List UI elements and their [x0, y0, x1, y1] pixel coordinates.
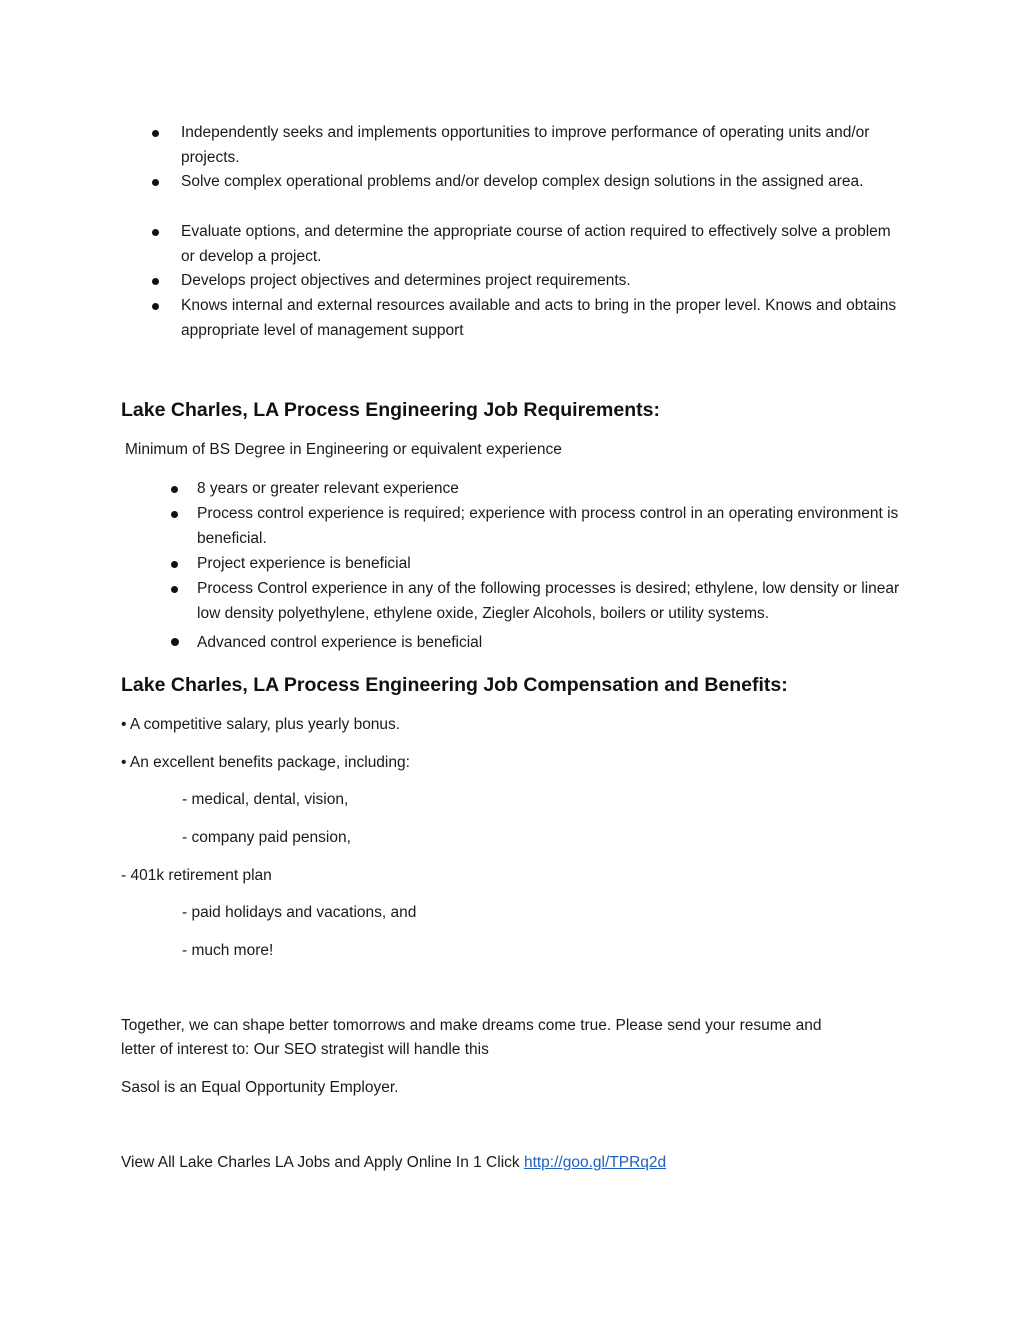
- bullet-icon: [171, 586, 178, 593]
- list-item: [0, 552, 1024, 577]
- list-item-text: Advanced control experience is beneficial: [197, 634, 483, 651]
- apply-link[interactable]: http://goo.gl/TPRq2d: [523, 1154, 667, 1171]
- benefit-item: - 401k retirement plan: [121, 867, 272, 884]
- list-item: [0, 502, 1024, 552]
- compensation-line: • A competitive salary, plus yearly bonus.: [121, 716, 401, 733]
- list-item: [0, 170, 1024, 220]
- list-item-text: Project experience is beneficial: [197, 555, 411, 572]
- compensation-line: • An excellent benefits package, including:: [121, 754, 410, 771]
- list-item: [0, 577, 1024, 627]
- list-item-text: Process Control experience in any of the following processes is desired; ethylene, low density or linear low density polyethylene, ethylene oxide, Ziegler Alcohols, boilers or utility systems.: [197, 580, 900, 622]
- list-item-text: 8 years or greater relevant experience: [197, 480, 459, 497]
- bullet-icon: [152, 179, 159, 186]
- list-item-text: Evaluate options, and determine the appropriate course of action required to effectively solve a problem or develop a project.: [181, 223, 891, 265]
- list-item: [0, 220, 1024, 270]
- list-item: [0, 121, 1024, 171]
- bullet-icon: [171, 638, 179, 646]
- list-item-text: Independently seeks and implements opportunities to improve performance of operating units and/or projects.: [181, 124, 870, 166]
- list-item-text: Knows internal and external resources available and acts to bring in the proper level. Knows and obtains appropriate level of management support: [181, 297, 897, 339]
- closing-paragraph-line: Together, we can shape better tomorrows and make dreams come true. Please send your resume and: [121, 1017, 822, 1034]
- list-item-text: Process control experience is required; experience with process control in an operating environment is beneficial.: [197, 505, 899, 547]
- closing-paragraph-line: letter of interest to: Our SEO strategist will handle this: [121, 1041, 489, 1058]
- bullet-icon: [171, 511, 178, 518]
- benefit-item: - medical, dental, vision,: [182, 791, 349, 808]
- compensation-heading: Lake Charles, LA Process Engineering Job Compensation and Benefits:: [121, 674, 788, 696]
- requirements-heading: Lake Charles, LA Process Engineering Job Requirements:: [121, 399, 660, 421]
- list-item: [0, 269, 1024, 294]
- benefit-item: - paid holidays and vacations, and: [182, 904, 417, 921]
- list-item: [0, 477, 1024, 502]
- benefit-item: - company paid pension,: [182, 829, 351, 846]
- list-item-text: Solve complex operational problems and/or develop complex design solutions in the assigned area.: [181, 173, 864, 190]
- list-item: [0, 631, 1024, 656]
- view-all-text: View All Lake Charles LA Jobs and Apply Online In 1 Click: [121, 1154, 524, 1171]
- bullet-icon: [152, 278, 159, 285]
- eeo-statement: Sasol is an Equal Opportunity Employer.: [121, 1079, 399, 1096]
- list-item: [0, 294, 1024, 344]
- list-item-text: Develops project objectives and determines project requirements.: [181, 272, 631, 289]
- bullet-icon: [152, 303, 159, 310]
- requirements-intro: Minimum of BS Degree in Engineering or equivalent experience: [125, 441, 562, 458]
- view-all-line: [121, 1151, 666, 1176]
- bullet-icon: [171, 561, 178, 568]
- benefit-item: - much more!: [182, 942, 274, 959]
- bullet-icon: [152, 130, 159, 137]
- bullet-icon: [171, 486, 178, 493]
- bullet-icon: [152, 229, 159, 236]
